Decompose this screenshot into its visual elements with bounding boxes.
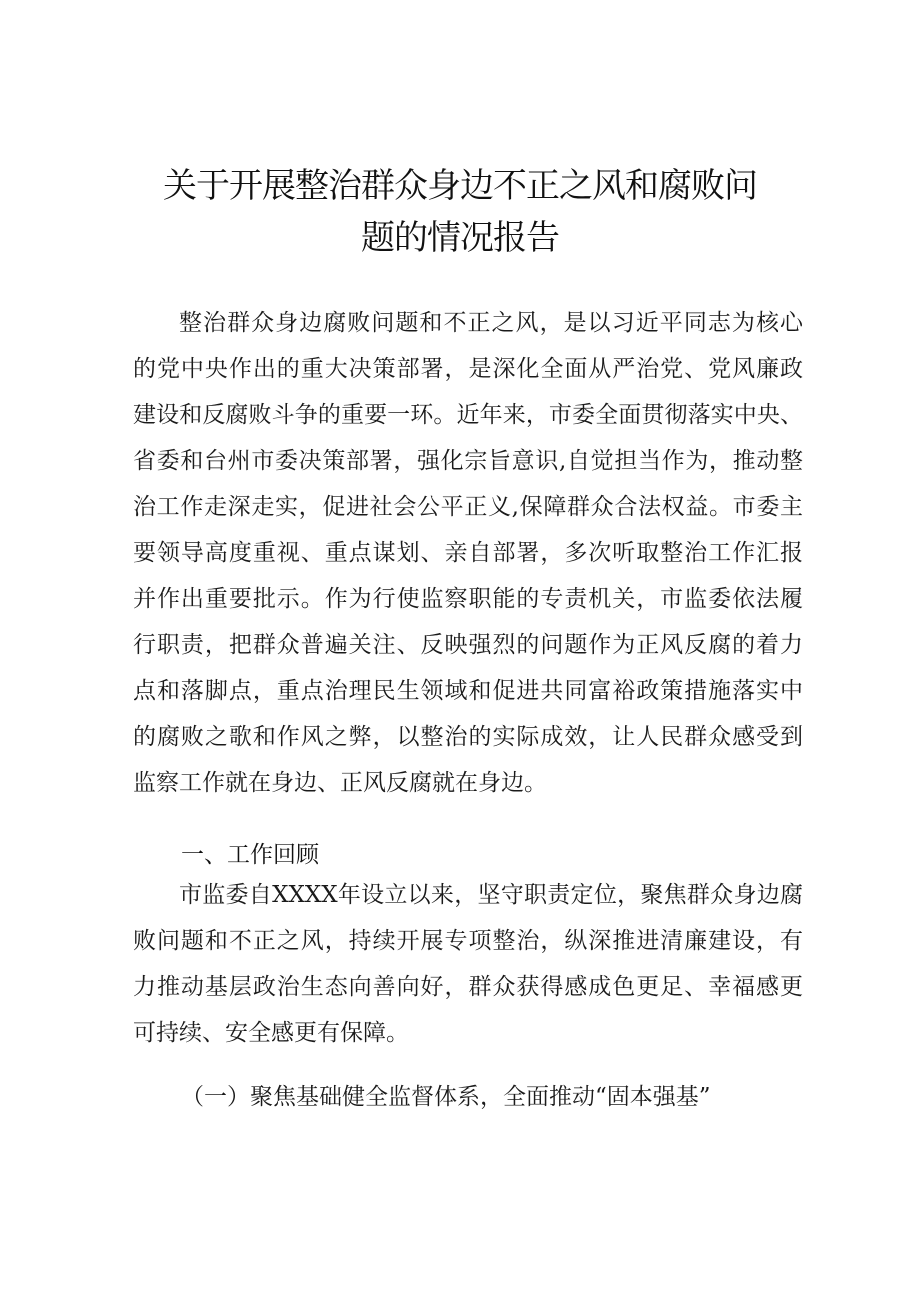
paragraph-line: 省委和台州市委决策部署，强化宗旨意识,自觉担当作为，推动整	[133, 448, 803, 474]
paragraph-line: 败问题和不正之风，持续开展专项整治，纵深推进清廉建设，有	[133, 928, 803, 954]
paragraph-line: 并作出重要批示。作为行使监察职能的专责机关，市监委依法履	[133, 586, 803, 612]
subsection-heading-1: （一）聚焦基础健全监督体系，全面推动“固本强基”	[181, 1084, 711, 1110]
section-1-paragraph	[133, 872, 803, 1056]
paragraph-line: 力推动基层政治生态向善向好，群众获得感成色更足、幸福感更	[133, 974, 803, 1000]
paragraph-line: 行职责，把群众普遍关注、反映强烈的问题作为正风反腐的着力	[133, 632, 803, 658]
intro-paragraph	[133, 300, 803, 806]
paragraph-line: 的党中央作出的重大决策部署，是深化全面从严治党、党风廉政	[133, 356, 803, 382]
paragraph-line: 要领导高度重视、重点谋划、亲自部署，多次听取整治工作汇报	[133, 540, 803, 566]
paragraph-line: 建设和反腐败斗争的重要一环。近年来，市委全面贯彻落实中央、	[133, 402, 803, 428]
paragraph-line: 可持续、安全感更有保障。	[133, 1020, 409, 1046]
paragraph-line: 整治群众身边腐败问题和不正之风，是以习近平同志为核心	[179, 310, 803, 336]
section-heading-work-review: 一、工作回顾	[181, 842, 319, 868]
paragraph-line: 的腐败之歌和作风之弊，以整治的实际成效，让人民群众感受到	[133, 724, 803, 750]
paragraph-line: 市监委自XXXX年设立以来，坚守职责定位，聚焦群众身边腐	[179, 882, 803, 908]
document-title-line-1: 关于开展整治群众身边不正之风和腐败问	[163, 166, 757, 206]
document-title-line-2: 题的情况报告	[361, 218, 559, 258]
paragraph-line: 监察工作就在身边、正风反腐就在身边。	[133, 770, 547, 796]
paragraph-line: 治工作走深走实，促进社会公平正义,保障群众合法权益。市委主	[133, 494, 803, 520]
paragraph-line: 点和落脚点，重点治理民生领域和促进共同富裕政策措施落实中	[133, 678, 803, 704]
